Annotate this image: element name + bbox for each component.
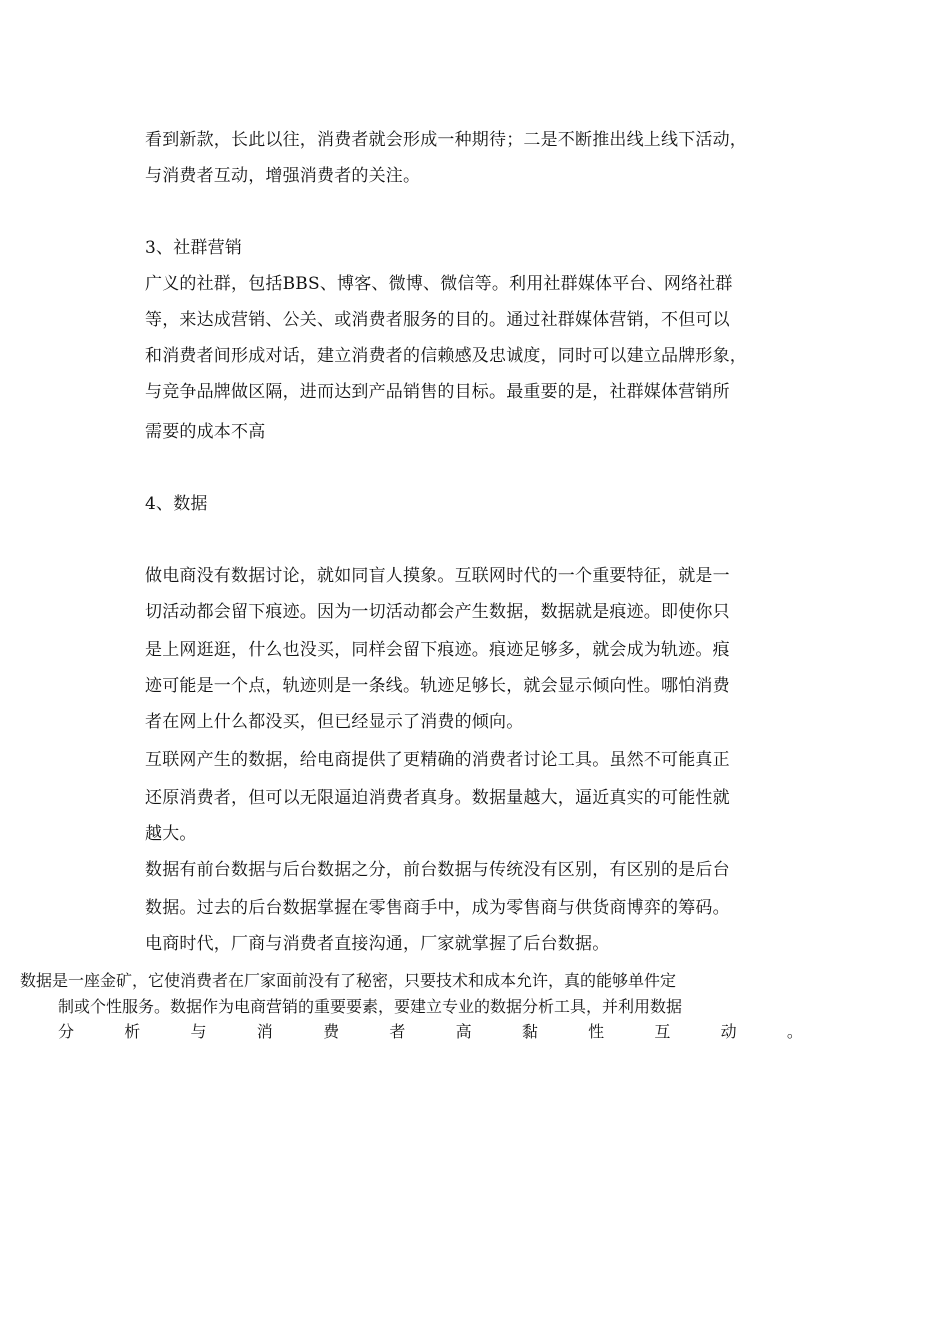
paragraph-line: 数据是一座金矿，它使消费者在厂家面前没有了秘密，只要技术和成本允许，真的能够单件定 (20, 971, 677, 990)
char: 黏 (521, 1022, 538, 1041)
paragraph-line: 与竞争品牌做区隔，进而达到产品销售的目标。最重要的是，社群媒体营销所 (145, 382, 730, 402)
char: 分 (58, 1022, 75, 1041)
paragraph-line: 和消费者间形成对话，建立消费者的信赖感及忠诚度，同时可以建立品牌形象， (145, 346, 747, 366)
paragraph-line: 制或个性服务。数据作为电商营销的重要要素，要建立专业的数据分析工具，并利用数据 (58, 997, 683, 1016)
char: 与 (190, 1022, 207, 1041)
paragraph-line: 做电商没有数据讨论，就如同盲人摸象。互联网时代的一个重要特征，就是一 (145, 566, 730, 586)
paragraph-line: 需要的成本不高 (145, 422, 266, 442)
section-heading: 4、数据 (145, 494, 208, 514)
char: 者 (389, 1022, 406, 1041)
paragraph-line: 还原消费者，但可以无限逼迫消费者真身。数据量越大，逼近真实的可能性就 (145, 788, 730, 808)
paragraph-line: 数据有前台数据与后台数据之分，前台数据与传统没有区别，有区别的是后台 (145, 860, 730, 880)
char: 性 (588, 1022, 605, 1041)
section-heading: 3、社群营销 (145, 238, 243, 258)
char: 析 (124, 1022, 141, 1041)
paragraph-line: 等，来达成营销、公关、或消费者服务的目的。通过社群媒体营销，不但可以 (145, 310, 730, 330)
paragraph-line: 越大。 (145, 824, 197, 844)
justified-last-line (58, 1021, 803, 1043)
paragraph-line: 互联网产生的数据，给电商提供了更精确的消费者讨论工具。虽然不可能真正 (145, 750, 730, 770)
paragraph-line: 看到新款，长此以往，消费者就会形成一种期待；二是不断推出线上线下活动， (145, 130, 747, 150)
char: 高 (455, 1022, 472, 1041)
paragraph-line: 广义的社群，包括BBS、博客、微博、微信等。利用社群媒体平台、网络社群 (145, 274, 733, 294)
char: 动 (720, 1022, 737, 1041)
paragraph-line: 者在网上什么都没买，但已经显示了消费的倾向。 (145, 712, 524, 732)
char: 。 (786, 1022, 803, 1041)
char: 消 (256, 1022, 273, 1041)
paragraph-line: 迹可能是一个点，轨迹则是一条线。轨迹足够长，就会显示倾向性。哪怕消费 (145, 676, 730, 696)
paragraph-line: 是上网逛逛，什么也没买，同样会留下痕迹。痕迹足够多，就会成为轨迹。痕 (145, 640, 730, 660)
char: 费 (323, 1022, 340, 1041)
paragraph-line: 数据。过去的后台数据掌握在零售商手中，成为零售商与供货商博弈的筹码。 (145, 898, 730, 918)
paragraph-line: 切活动都会留下痕迹。因为一切活动都会产生数据，数据就是痕迹。即使你只 (145, 602, 730, 622)
paragraph-line: 电商时代，厂商与消费者直接沟通，厂家就掌握了后台数据。 (145, 934, 610, 954)
char: 互 (654, 1022, 671, 1041)
paragraph-line: 与消费者互动，增强消费者的关注。 (145, 166, 421, 186)
